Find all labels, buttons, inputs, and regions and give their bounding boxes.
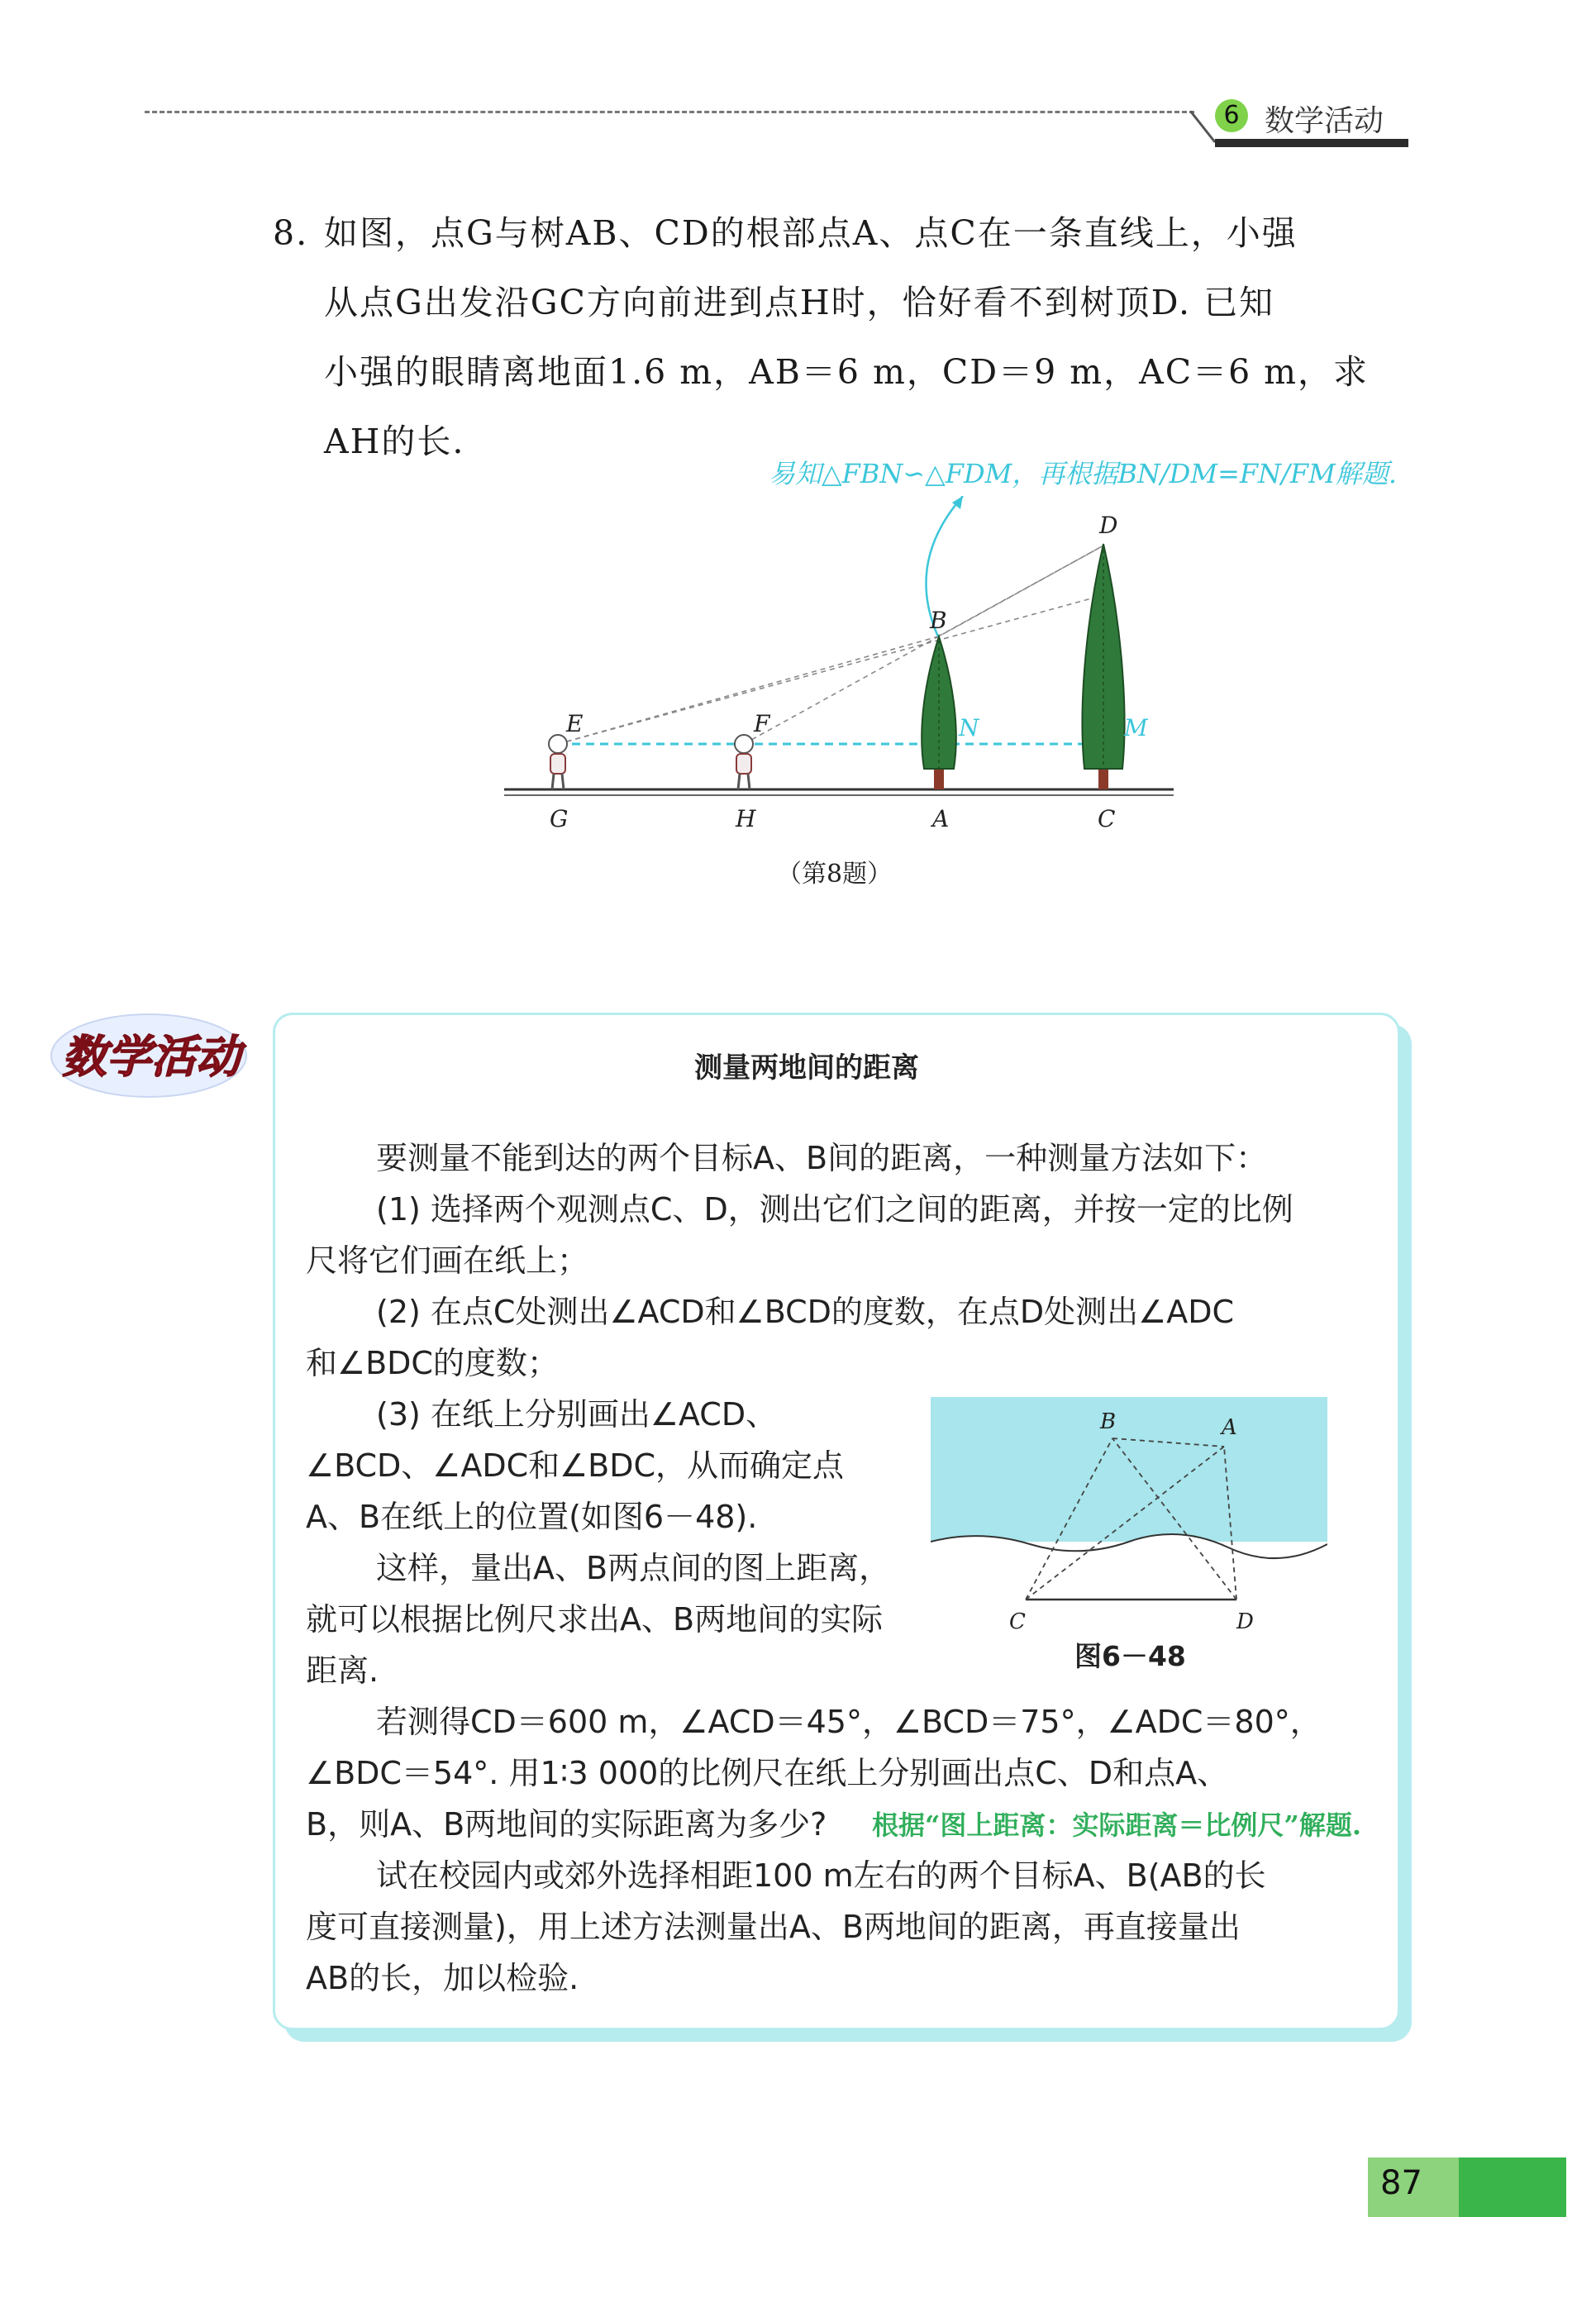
- header-dashed-rule: [145, 111, 1194, 113]
- activity-line: 就可以根据比例尺求出A、B两地间的实际: [306, 1601, 884, 1638]
- label-e: E: [566, 710, 584, 737]
- label-d: D: [1099, 512, 1118, 539]
- problem-line: AH的长.: [324, 422, 465, 461]
- activity-line: 这样，量出A、B两点间的图上距离，: [376, 1550, 891, 1586]
- figure-6-48: [931, 1397, 1327, 1637]
- handwritten-hint-green: 根据“图上距离：实际距离＝比例尺”解题.: [872, 1809, 1361, 1841]
- activity-line: 距离.: [306, 1652, 379, 1689]
- problem-line: 如图，点G与树AB、CD的根部点A、点C在一条直线上，小强: [324, 213, 1298, 253]
- problem-number: 8.: [273, 213, 309, 253]
- label-a: A: [932, 805, 950, 832]
- activity-line: 要测量不能到达的两个目标A、B间的距离，一种测量方法如下：: [376, 1140, 1268, 1176]
- activity-line: A、B在纸上的位置(如图6－48).: [306, 1499, 758, 1535]
- problem-8-figure: [488, 496, 1198, 851]
- activity-line: B，则A、B两地间的实际距离为多少?: [306, 1806, 827, 1843]
- activity-line: (2) 在点C处测出∠ACD和∠BCD的度数，在点D处测出∠ADC: [376, 1294, 1235, 1330]
- person-at-h: [735, 735, 753, 789]
- activity-line: AB的长，加以检验.: [306, 1960, 579, 1996]
- activity-line: ∠BDC＝54°. 用1∶3 000的比例尺在纸上分别画出点C、D和点A、: [306, 1755, 1229, 1791]
- activity-logo: [45, 1004, 252, 1104]
- label-h: H: [736, 805, 756, 832]
- figure-8-caption: （第8题）: [777, 860, 893, 889]
- label-c: C: [1098, 805, 1116, 832]
- activity-line: 度可直接测量)，用上述方法测量出A、B两地间的距离，再直接量出: [306, 1909, 1241, 1945]
- label-a-648: A: [1222, 1415, 1237, 1440]
- chapter-number-badge: 6: [1215, 99, 1248, 132]
- label-g: G: [550, 805, 569, 832]
- label-n: N: [959, 714, 979, 741]
- tree-cd: [1082, 544, 1124, 789]
- activity-line: 和∠BDC的度数；: [306, 1345, 559, 1381]
- label-d-648: D: [1236, 1609, 1254, 1634]
- sight-line-e-d: [558, 595, 1103, 744]
- handwritten-hint: 易知△FBN∽△FDM，再根据BN/DM=FN/FM解题.: [769, 458, 1398, 489]
- shore: [931, 1534, 1327, 1637]
- activity-line: ∠BCD、∠ADC和∠BDC，从而确定点: [306, 1447, 845, 1484]
- figure-6-48-caption: 图6－48: [1074, 1640, 1186, 1672]
- problem-body: [324, 198, 1413, 476]
- label-b-648: B: [1100, 1409, 1117, 1434]
- activity-logo-text: 数学活动: [62, 1031, 241, 1083]
- tree-ab: [922, 637, 956, 789]
- activity-line: (3) 在纸上分别画出∠ACD、: [376, 1396, 778, 1433]
- problem-line: 从点G出发沿GC方向前进到点H时，恰好看不到树顶D. 已知: [324, 283, 1275, 322]
- activity-title: 测量两地间的距离: [694, 1051, 919, 1085]
- label-m: M: [1124, 714, 1148, 741]
- activity-line: 尺将它们画在纸上；: [306, 1242, 589, 1279]
- label-c-648: C: [1009, 1609, 1026, 1634]
- person-at-g: [549, 735, 567, 789]
- activity-line: 试在校园内或郊外选择相距100 m左右的两个目标A、B(AB的长: [376, 1857, 1266, 1894]
- header-bar: [1215, 139, 1408, 147]
- label-f: F: [754, 710, 770, 737]
- chapter-title: 数学活动: [1265, 104, 1384, 138]
- page-number: 87: [1380, 2164, 1422, 2202]
- label-b: B: [930, 607, 947, 634]
- problem-line: 小强的眼睛离地面1.6 m，AB＝6 m，CD＝9 m，AC＝6 m，求: [324, 352, 1370, 392]
- activity-line: 若测得CD＝600 m，∠ACD＝45°，∠BCD＝75°，∠ADC＝80°，: [376, 1704, 1322, 1740]
- problem-8: [273, 198, 1413, 476]
- activity-line: (1) 选择两个观测点C、D，测出它们之间的距离，并按一定的比例: [376, 1191, 1293, 1228]
